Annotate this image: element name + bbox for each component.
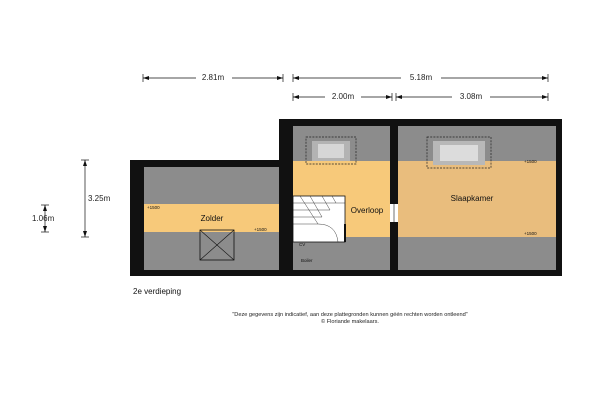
- dimension-label-3-25m: 3.25m: [88, 194, 111, 203]
- skylight-slaapkamer: [427, 137, 491, 168]
- floor-label: 2e verdieping: [133, 287, 182, 296]
- dimension-label-5-18m: 5.18m: [409, 73, 433, 82]
- dimension-2-00m: [293, 91, 392, 101]
- dimension-label-1-06m: 1.06m: [32, 214, 55, 223]
- dimension-label-2-81m: 2.81m: [201, 73, 225, 82]
- room-label-overloop: Overloop: [350, 206, 384, 215]
- skylight-overloop: [306, 137, 356, 164]
- boiler-label: Boiler: [301, 258, 313, 263]
- dimension-3-25m: [81, 160, 111, 237]
- disclaimer: [140, 312, 560, 326]
- dimension-5-18m: [293, 72, 548, 82]
- height-marker-slaapkamer-top: +1500: [524, 159, 537, 164]
- staircase: [293, 196, 345, 242]
- height-marker-zolder-a: +1500: [147, 205, 160, 210]
- disclaimer-line-2: © Floriande makelaars.: [321, 319, 379, 325]
- dimension-2-81m: [143, 72, 283, 82]
- disclaimer-line-1: "Deze gegevens zijn indicatief, aan deze plattegronden kunnen géén rechten worden ontleend": [232, 312, 468, 318]
- height-marker-zolder-b: +1500: [254, 227, 267, 232]
- dimension-label-3-08m: 3.08m: [459, 92, 483, 101]
- dimension-3-08m: [396, 91, 548, 101]
- door-overloop-slaapkamer: [390, 204, 398, 222]
- dimension-1-06m: [32, 205, 55, 232]
- cv-label: CV: [299, 242, 306, 247]
- room-label-slaapkamer: Slaapkamer: [450, 194, 494, 203]
- dimension-label-2-00m: 2.00m: [331, 92, 355, 101]
- height-marker-slaapkamer-bottom: +1500: [524, 231, 537, 236]
- room-label-zolder: Zolder: [200, 214, 224, 223]
